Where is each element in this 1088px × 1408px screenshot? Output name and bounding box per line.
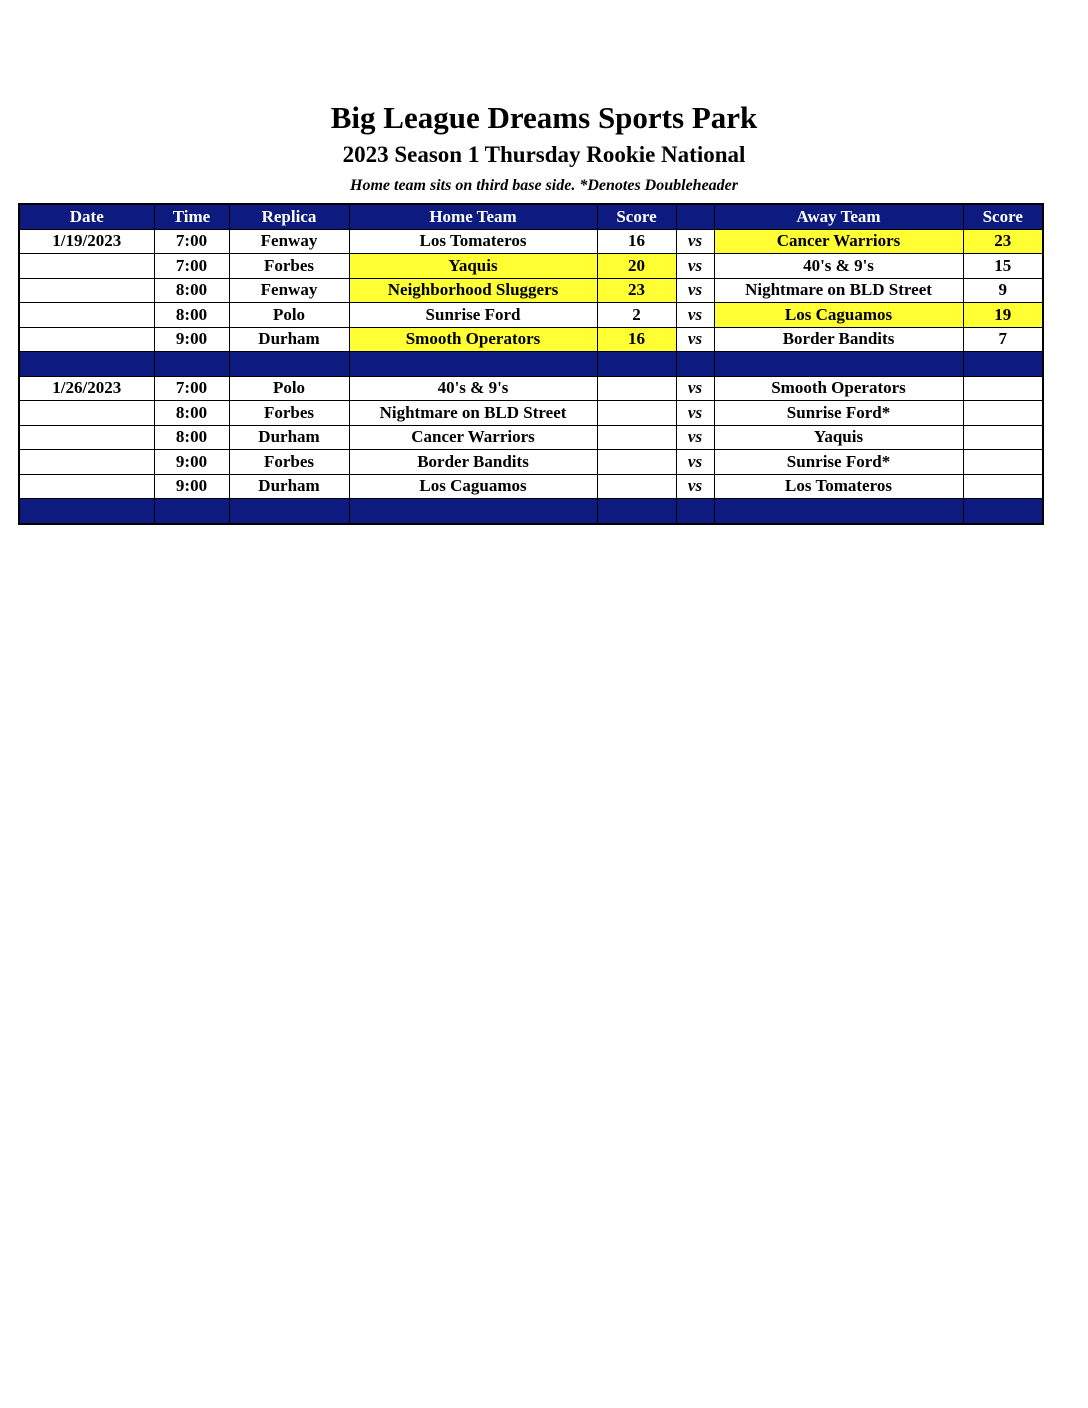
- schedule-table: [18, 203, 1044, 525]
- away-team: 40's & 9's: [714, 254, 963, 279]
- week-separator-row: [19, 499, 1043, 524]
- separator-cell: [349, 499, 597, 524]
- separator-cell: [229, 352, 349, 377]
- game-date: [19, 474, 154, 499]
- away-team: Smooth Operators: [714, 376, 963, 401]
- vs-label: vs: [676, 229, 714, 254]
- away-team: Border Bandits: [714, 327, 963, 352]
- page-title: Big League Dreams Sports Park: [330, 100, 758, 135]
- game-date: 1/26/2023: [19, 376, 154, 401]
- game-date: [19, 327, 154, 352]
- game-replica: Forbes: [229, 254, 349, 279]
- col-header-home-score: Score: [597, 204, 676, 229]
- vs-label: vs: [676, 278, 714, 303]
- away-score: [963, 425, 1043, 450]
- away-score: 15: [963, 254, 1043, 279]
- game-row: [19, 474, 1043, 499]
- week-separator-row: [19, 352, 1043, 377]
- game-date: [19, 303, 154, 328]
- away-team: Cancer Warriors: [714, 229, 963, 254]
- home-team: Cancer Warriors: [349, 425, 597, 450]
- separator-cell: [597, 499, 676, 524]
- home-score: 20: [597, 254, 676, 279]
- separator-cell: [19, 352, 154, 377]
- away-team: Yaquis: [714, 425, 963, 450]
- game-replica: Durham: [229, 327, 349, 352]
- home-team: Border Bandits: [349, 450, 597, 475]
- schedule-note: Home team sits on third base side. *Denotes Doubleheader: [350, 177, 738, 194]
- game-replica: Durham: [229, 425, 349, 450]
- separator-cell: [963, 499, 1043, 524]
- vs-label: vs: [676, 303, 714, 328]
- home-team: Smooth Operators: [349, 327, 597, 352]
- home-score: [597, 450, 676, 475]
- away-score: 23: [963, 229, 1043, 254]
- game-time: 7:00: [154, 254, 229, 279]
- col-header-away-team: Away Team: [714, 204, 963, 229]
- vs-label: vs: [676, 376, 714, 401]
- home-team: Los Tomateros: [349, 229, 597, 254]
- separator-cell: [19, 499, 154, 524]
- game-row: [19, 303, 1043, 328]
- away-score: [963, 376, 1043, 401]
- game-replica: Polo: [229, 303, 349, 328]
- home-score: [597, 401, 676, 426]
- game-row: [19, 278, 1043, 303]
- home-score: [597, 376, 676, 401]
- game-row: [19, 229, 1043, 254]
- game-time: 8:00: [154, 425, 229, 450]
- game-row: [19, 401, 1043, 426]
- vs-label: vs: [676, 425, 714, 450]
- vs-label: vs: [676, 450, 714, 475]
- home-team: Los Caguamos: [349, 474, 597, 499]
- away-score: [963, 450, 1043, 475]
- away-score: 9: [963, 278, 1043, 303]
- game-time: 9:00: [154, 474, 229, 499]
- away-score: [963, 474, 1043, 499]
- separator-cell: [676, 352, 714, 377]
- home-score: 16: [597, 229, 676, 254]
- away-score: 19: [963, 303, 1043, 328]
- game-time: 8:00: [154, 278, 229, 303]
- game-replica: Forbes: [229, 401, 349, 426]
- separator-cell: [349, 352, 597, 377]
- game-time: 9:00: [154, 450, 229, 475]
- game-row: [19, 376, 1043, 401]
- game-row: [19, 425, 1043, 450]
- away-score: [963, 401, 1043, 426]
- away-score: 7: [963, 327, 1043, 352]
- home-score: 16: [597, 327, 676, 352]
- col-header-time: Time: [154, 204, 229, 229]
- game-date: [19, 254, 154, 279]
- col-header-vs: [676, 204, 714, 229]
- game-time: 9:00: [154, 327, 229, 352]
- home-score: 2: [597, 303, 676, 328]
- game-date: 1/19/2023: [19, 229, 154, 254]
- home-score: 23: [597, 278, 676, 303]
- away-team: Los Caguamos: [714, 303, 963, 328]
- game-time: 8:00: [154, 303, 229, 328]
- game-date: [19, 450, 154, 475]
- game-date: [19, 401, 154, 426]
- game-replica: Forbes: [229, 450, 349, 475]
- separator-cell: [154, 499, 229, 524]
- away-team: Sunrise Ford*: [714, 401, 963, 426]
- game-time: 8:00: [154, 401, 229, 426]
- away-team: Nightmare on BLD Street: [714, 278, 963, 303]
- game-row: [19, 327, 1043, 352]
- col-header-away-score: Score: [963, 204, 1043, 229]
- col-header-replica: Replica: [229, 204, 349, 229]
- separator-cell: [154, 352, 229, 377]
- game-replica: Fenway: [229, 229, 349, 254]
- away-team: Los Tomateros: [714, 474, 963, 499]
- home-team: 40's & 9's: [349, 376, 597, 401]
- vs-label: vs: [676, 401, 714, 426]
- game-time: 7:00: [154, 229, 229, 254]
- col-header-home-team: Home Team: [349, 204, 597, 229]
- separator-cell: [597, 352, 676, 377]
- game-replica: Fenway: [229, 278, 349, 303]
- vs-label: vs: [676, 474, 714, 499]
- home-team: Neighborhood Sluggers: [349, 278, 597, 303]
- home-team: Yaquis: [349, 254, 597, 279]
- game-date: [19, 425, 154, 450]
- page-subtitle: 2023 Season 1 Thursday Rookie National: [342, 142, 746, 167]
- game-row: [19, 450, 1043, 475]
- game-replica: Polo: [229, 376, 349, 401]
- home-team: Nightmare on BLD Street: [349, 401, 597, 426]
- header-row: [19, 204, 1043, 229]
- col-header-date: Date: [19, 204, 154, 229]
- home-score: [597, 474, 676, 499]
- schedule-body: [19, 229, 1043, 524]
- separator-cell: [676, 499, 714, 524]
- game-replica: Durham: [229, 474, 349, 499]
- vs-label: vs: [676, 254, 714, 279]
- away-team: Sunrise Ford*: [714, 450, 963, 475]
- separator-cell: [229, 499, 349, 524]
- separator-cell: [714, 499, 963, 524]
- game-time: 7:00: [154, 376, 229, 401]
- separator-cell: [714, 352, 963, 377]
- home-team: Sunrise Ford: [349, 303, 597, 328]
- separator-cell: [963, 352, 1043, 377]
- game-row: [19, 254, 1043, 279]
- game-date: [19, 278, 154, 303]
- vs-label: vs: [676, 327, 714, 352]
- home-score: [597, 425, 676, 450]
